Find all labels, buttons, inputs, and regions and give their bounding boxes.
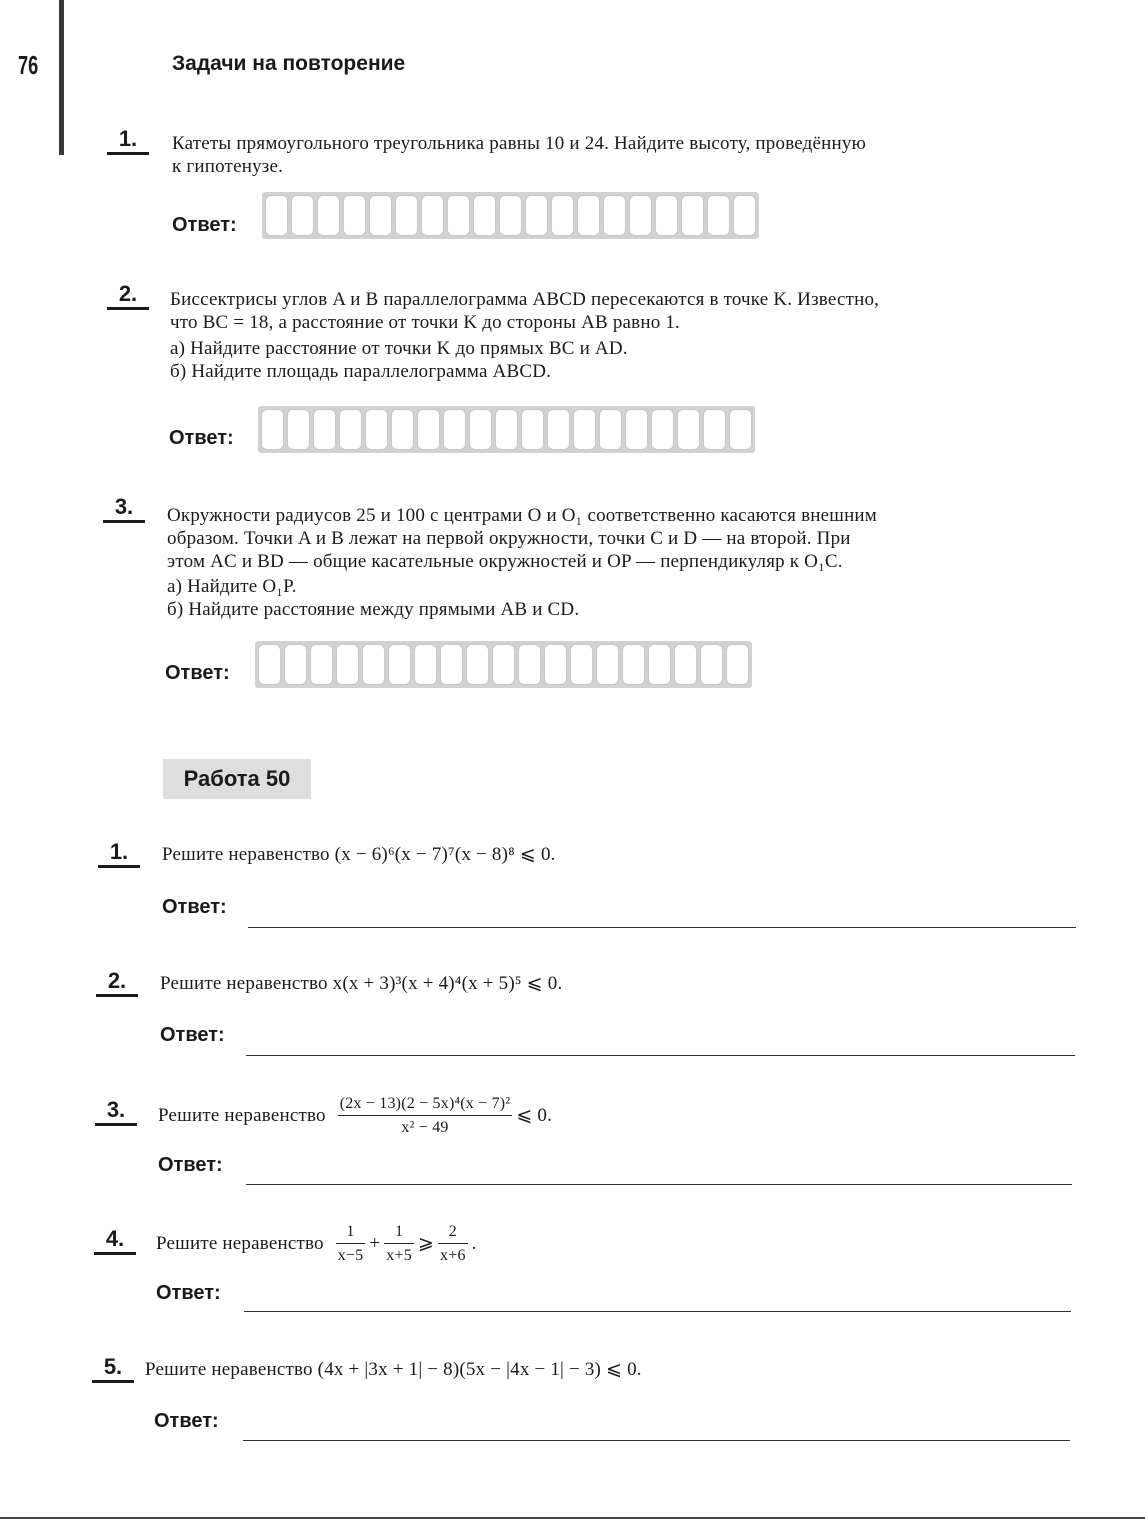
answer-cell[interactable] — [388, 644, 411, 685]
answer-cell[interactable] — [551, 195, 574, 236]
work-problem-2-number: 2. — [96, 968, 138, 997]
problem-prefix: Решите неравенство — [160, 973, 328, 994]
answer-cell[interactable] — [596, 644, 619, 685]
answer-cell[interactable] — [499, 195, 522, 236]
review-problem-1-text — [172, 132, 1102, 178]
answer-cell[interactable] — [603, 195, 626, 236]
problem-prefix: Решите неравенство — [156, 1233, 324, 1254]
answer-cell[interactable] — [395, 195, 418, 236]
text-line: к гипотенузе. — [172, 156, 284, 177]
sub-item-a: а) Найдите O₁P. — [167, 576, 297, 597]
work-problem-4-number: 4. — [94, 1226, 136, 1255]
answer-cell[interactable] — [733, 195, 756, 236]
answer-cell[interactable] — [317, 195, 340, 236]
fraction-numerator: 2 — [438, 1220, 468, 1244]
answer-label: Ответ: — [156, 1282, 221, 1304]
answer-cell[interactable] — [573, 409, 596, 450]
problem-tail: . — [471, 1233, 477, 1254]
review-problem-3-text — [167, 504, 1097, 621]
answer-cell[interactable] — [700, 644, 723, 685]
answer-line-3[interactable] — [246, 1184, 1072, 1185]
answer-cell[interactable] — [447, 195, 470, 236]
fraction-denominator: x−5 — [337, 1247, 364, 1264]
answer-cell[interactable] — [421, 195, 444, 236]
answer-cell[interactable] — [622, 644, 645, 685]
answer-cell[interactable] — [291, 195, 314, 236]
answer-label: Ответ: — [165, 662, 230, 684]
text-line: Окружности радиусов 25 и 100 с центрами O и O₁ соответственно касаются внешним — [167, 505, 878, 526]
answer-cell[interactable] — [466, 644, 489, 685]
answer-cell[interactable] — [707, 195, 730, 236]
text-line: образом. Точки A и B лежат на первой окружности, точки C и D — на второй. При — [167, 528, 851, 549]
text-line: Катеты прямоугольного треугольника равны 10 и 24. Найдите высоту, проведённую — [172, 133, 866, 154]
work-problem-3-text — [158, 1092, 552, 1139]
answer-line-2[interactable] — [246, 1055, 1075, 1056]
answer-cell[interactable] — [440, 644, 463, 685]
answer-cell[interactable] — [362, 644, 385, 685]
answer-cell[interactable] — [313, 409, 336, 450]
section-title: Задачи на повторение — [172, 52, 406, 75]
answer-cell[interactable] — [365, 409, 388, 450]
problem-prefix: Решите неравенство — [158, 1105, 326, 1126]
answer-cell[interactable] — [495, 409, 518, 450]
geq-sign: ⩾ — [417, 1233, 435, 1254]
answer-cell[interactable] — [343, 195, 366, 236]
fraction-denominator: x² − 49 — [401, 1119, 449, 1136]
fraction-denominator: x+5 — [386, 1247, 412, 1264]
fraction-3 — [438, 1220, 468, 1267]
plus-sign: + — [369, 1233, 381, 1254]
answer-cell[interactable] — [674, 644, 697, 685]
answer-cell[interactable] — [414, 644, 437, 685]
answer-cell[interactable] — [726, 644, 749, 685]
answer-cell[interactable] — [599, 409, 622, 450]
answer-cell[interactable] — [258, 644, 281, 685]
answer-cell[interactable] — [544, 644, 567, 685]
answer-cells-1[interactable] — [262, 192, 759, 239]
answer-cell[interactable] — [648, 644, 671, 685]
fraction-denominator: x+6 — [440, 1247, 466, 1264]
work-problem-1-text — [162, 843, 556, 866]
page-number: 76 — [18, 50, 39, 80]
answer-line-5[interactable] — [243, 1440, 1070, 1441]
answer-cell[interactable] — [570, 644, 593, 685]
answer-cell[interactable] — [525, 195, 548, 236]
answer-cell[interactable] — [547, 409, 570, 450]
work-problem-3-number: 3. — [95, 1097, 137, 1126]
answer-cell[interactable] — [629, 195, 652, 236]
answer-cell[interactable] — [518, 644, 541, 685]
work-title: Работа 50 — [163, 759, 311, 799]
answer-cell[interactable] — [577, 195, 600, 236]
answer-cell[interactable] — [655, 195, 678, 236]
answer-cell[interactable] — [261, 409, 284, 450]
fraction-numerator: 1 — [336, 1220, 366, 1244]
answer-label: Ответ: — [169, 427, 234, 449]
answer-label: Ответ: — [158, 1154, 223, 1176]
answer-cell[interactable] — [625, 409, 648, 450]
answer-cell[interactable] — [284, 644, 307, 685]
answer-cell[interactable] — [681, 195, 704, 236]
work-problem-4-text — [156, 1220, 477, 1267]
review-problem-2-text — [170, 288, 1100, 383]
fraction-numerator: (2x − 13)(2 − 5x)⁴(x − 7)² — [338, 1092, 513, 1116]
problem-expression: (x − 6)⁶(x − 7)⁷(x − 8)⁸ ⩽ 0. — [334, 844, 556, 865]
sub-item-b: б) Найдите расстояние между прямыми AB и CD. — [167, 599, 580, 620]
answer-cell[interactable] — [443, 409, 466, 450]
problem-expression: (4x + |3x + 1| − 8)(5x − |4x − 1| − 3) ⩽ 0. — [317, 1359, 642, 1380]
margin-bar — [59, 0, 64, 155]
answer-cell[interactable] — [391, 409, 414, 450]
work-problem-5-number: 5. — [92, 1354, 134, 1383]
fraction-2 — [384, 1220, 414, 1267]
answer-cell[interactable] — [310, 644, 333, 685]
answer-cell[interactable] — [339, 409, 362, 450]
answer-cells-2[interactable] — [258, 406, 755, 453]
answer-cell[interactable] — [703, 409, 726, 450]
work-problem-5-text — [145, 1358, 642, 1381]
fraction — [338, 1092, 513, 1139]
review-problem-1-number: 1. — [107, 126, 149, 155]
answer-cell[interactable] — [336, 644, 359, 685]
answer-line-1[interactable] — [248, 927, 1076, 928]
problem-expression: x(x + 3)³(x + 4)⁴(x + 5)⁵ ⩽ 0. — [332, 973, 563, 994]
work-problem-1-number: 1. — [98, 839, 140, 868]
answer-cell[interactable] — [473, 195, 496, 236]
answer-cell[interactable] — [369, 195, 392, 236]
answer-cell[interactable] — [651, 409, 674, 450]
sub-item-b: б) Найдите площадь параллелограмма ABCD. — [170, 361, 552, 382]
answer-cell[interactable] — [492, 644, 515, 685]
answer-cell[interactable] — [265, 195, 288, 236]
review-problem-2-number: 2. — [107, 281, 149, 310]
fraction-1 — [336, 1220, 366, 1267]
bottom-border — [0, 1517, 1145, 1519]
answer-label: Ответ: — [162, 896, 227, 918]
answer-label: Ответ: — [172, 214, 237, 236]
answer-cell[interactable] — [677, 409, 700, 450]
answer-cell[interactable] — [287, 409, 310, 450]
answer-label: Ответ: — [154, 1410, 219, 1432]
work-problem-2-text — [160, 972, 562, 995]
review-problem-3-number: 3. — [103, 494, 145, 523]
text-line: этом AC и BD — общие касательные окружностей и OP — перпендикуляр к O₁C. — [167, 551, 843, 572]
problem-tail: ⩽ 0. — [516, 1105, 553, 1126]
fraction-numerator: 1 — [384, 1220, 414, 1244]
text-line: Биссектрисы углов A и B параллелограмма ABCD пересекаются в точке K. Известно, — [170, 289, 880, 310]
answer-cell[interactable] — [469, 409, 492, 450]
answer-cells-3[interactable] — [255, 641, 752, 688]
answer-label: Ответ: — [160, 1024, 225, 1046]
answer-cell[interactable] — [417, 409, 440, 450]
answer-line-4[interactable] — [244, 1311, 1071, 1312]
problem-prefix: Решите неравенство — [145, 1359, 313, 1380]
answer-cell[interactable] — [521, 409, 544, 450]
problem-prefix: Решите неравенство — [162, 844, 330, 865]
answer-cell[interactable] — [729, 409, 752, 450]
text-line: что BC = 18, а расстояние от точки K до стороны AB равно 1. — [170, 312, 680, 333]
sub-item-a: а) Найдите расстояние от точки K до прямых BC и AD. — [170, 338, 628, 359]
